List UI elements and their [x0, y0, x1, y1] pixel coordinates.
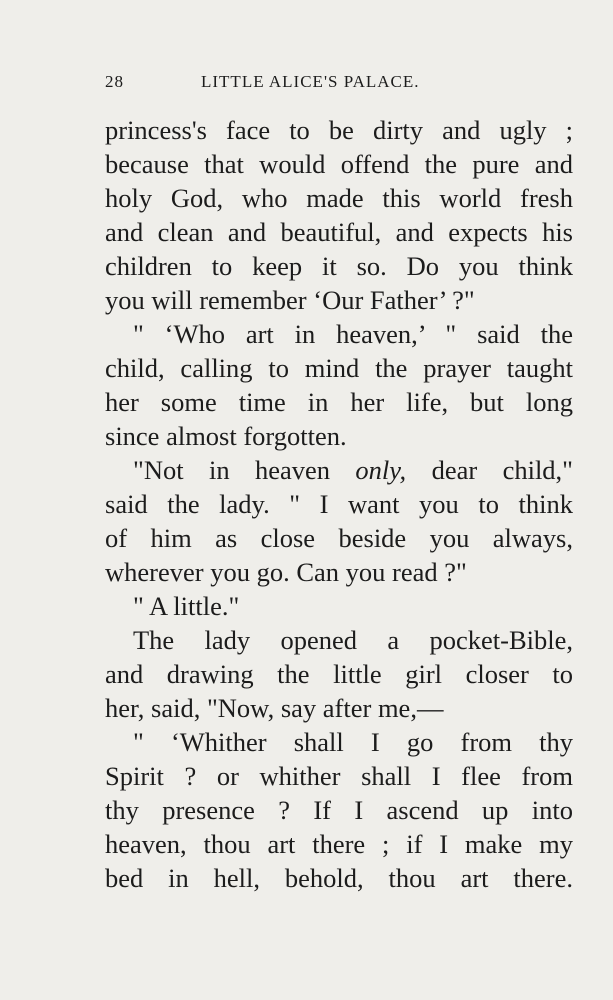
text-line: since almost forgotten. — [105, 421, 347, 451]
text-line: and clean and beautiful, and expects his — [105, 217, 573, 247]
text-line: thy presence ? If I ascend up into — [105, 795, 573, 825]
text-line: children to keep it so. Do you think — [105, 251, 573, 281]
text-line: " A little." — [133, 591, 240, 621]
text-line-mixed — [105, 453, 573, 487]
text-fragment: dear child," — [431, 455, 573, 485]
text-line: princess's face to be dirty and ugly ; — [105, 115, 573, 145]
running-title: LITTLE ALICE'S PALACE. — [201, 72, 420, 91]
text-line: " ‘Whither shall I go from thy — [133, 727, 573, 757]
text-line: and drawing the little girl closer to — [105, 659, 573, 689]
emphasis-text: only, — [355, 455, 407, 485]
text-line: said the lady. " I want you to think — [105, 489, 573, 519]
text-line: child, calling to mind the prayer taught — [105, 353, 573, 383]
text-line: " ‘Who art in heaven,’ " said the — [133, 319, 573, 349]
text-line: Spirit ? or whither shall I flee from — [105, 761, 573, 791]
text-line: her some time in her life, but long — [105, 387, 573, 417]
text-line: because that would offend the pure and — [105, 149, 573, 179]
body-text — [105, 113, 573, 895]
text-fragment: "Not in heaven — [133, 455, 330, 485]
text-line: her, said, "Now, say after me,— — [105, 693, 444, 723]
text-line: The lady opened a pocket-Bible, — [133, 625, 573, 655]
text-line: heaven, thou art there ; if I make my — [105, 829, 573, 859]
page-number: 28 — [105, 72, 124, 91]
text-line: wherever you go. Can you read ?" — [105, 557, 467, 587]
running-head — [105, 72, 573, 98]
text-line: of him as close beside you always, — [105, 523, 573, 553]
text-line: bed in hell, behold, thou art there. — [105, 863, 573, 893]
text-line: holy God, who made this world fresh — [105, 183, 573, 213]
text-line: you will remember ‘Our Father’ ?" — [105, 285, 475, 315]
